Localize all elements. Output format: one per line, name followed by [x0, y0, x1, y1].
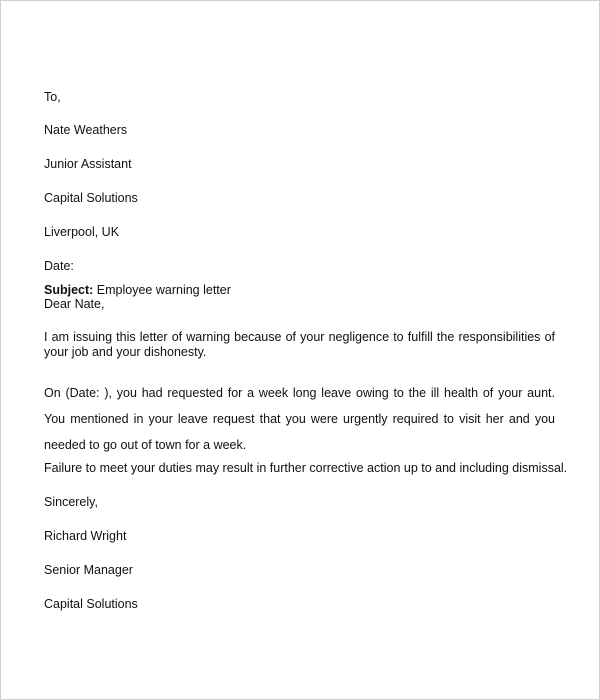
- sender-company: Capital Solutions: [44, 597, 138, 611]
- subject-label: Subject:: [44, 283, 94, 297]
- recipient-title: Junior Assistant: [44, 157, 132, 171]
- sender-name: Richard Wright: [44, 529, 127, 543]
- subject-line: [44, 283, 231, 298]
- sender-title: Senior Manager: [44, 563, 133, 577]
- body-paragraph-3: Failure to meet your duties may result in further corrective action up to and including dismissal.: [44, 461, 568, 475]
- subject-text: Employee warning letter: [96, 283, 231, 297]
- date-label: Date:: [44, 259, 74, 273]
- greeting: Dear Nate,: [44, 297, 105, 311]
- body-paragraph-1: I am issuing this letter of warning because of your negligence to fulfill the responsibilities of your job and your dishonesty.: [44, 330, 555, 359]
- recipient-company: Capital Solutions: [44, 191, 138, 205]
- recipient-location: Liverpool, UK: [44, 225, 120, 239]
- to-label: To,: [44, 90, 61, 104]
- sign-off: Sincerely,: [44, 495, 98, 509]
- recipient-name: Nate Weathers: [44, 123, 128, 137]
- body-paragraph-2: On (Date: ), you had requested for a week long leave owing to the ill health of your aunt. You mentioned in your leave request that you were urgently required to visit her and you needed to go out of town for a week.: [44, 386, 555, 452]
